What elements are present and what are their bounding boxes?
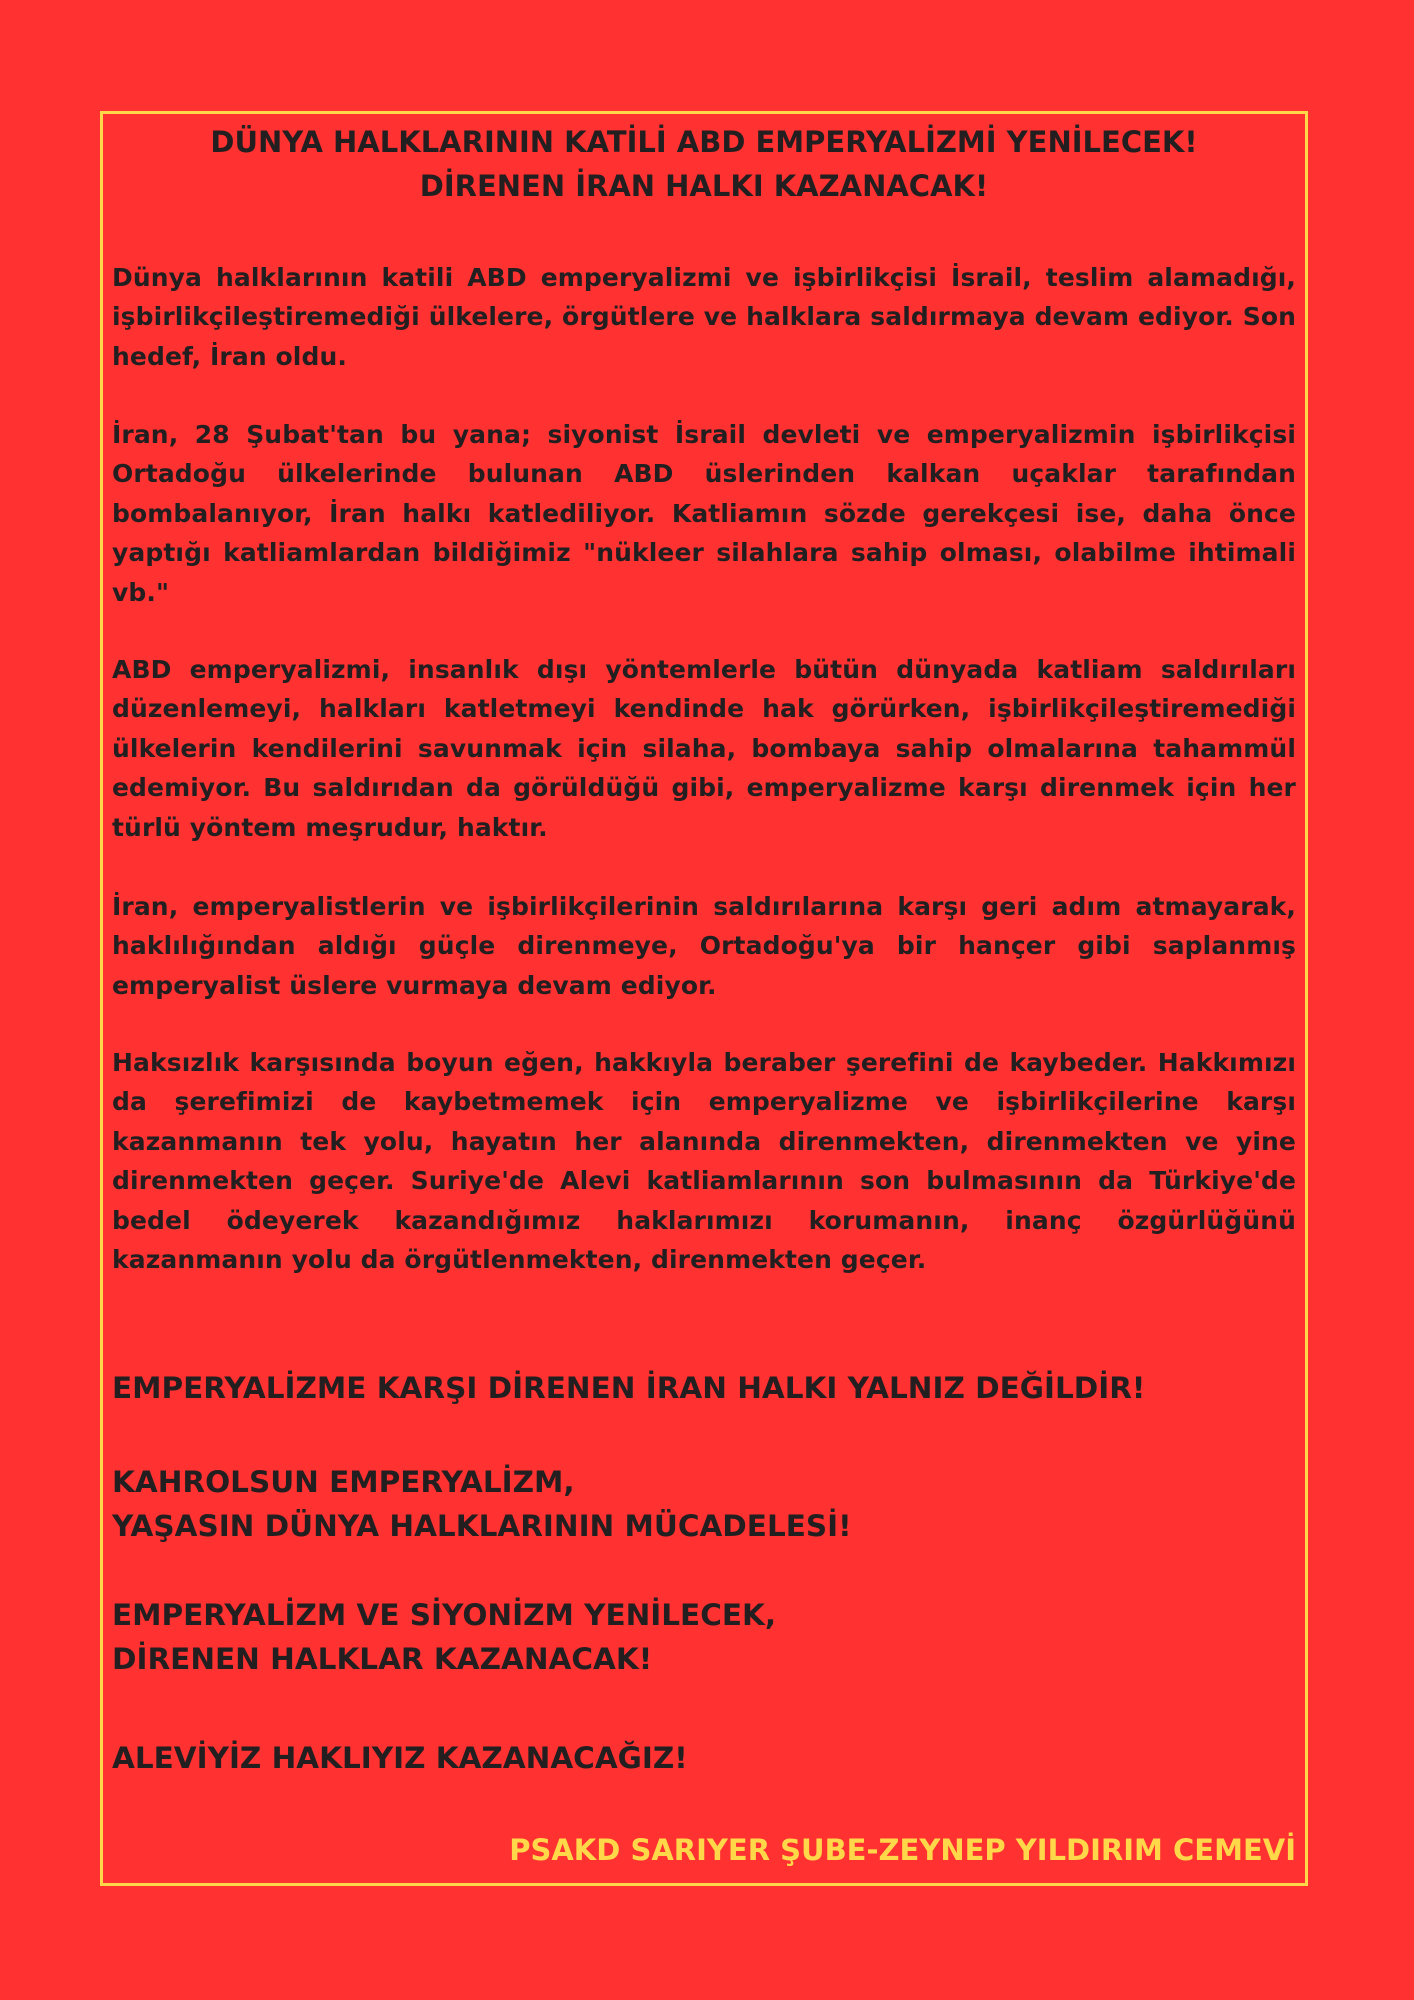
- slogan-3-line-1: EMPERYALİZM VE SİYONİZM YENİLECEK,: [112, 1598, 777, 1632]
- slogan-1: [112, 1366, 1312, 1410]
- slogan-2: [112, 1460, 1312, 1548]
- slogan-2-line-1: KAHROLSUN EMPERYALİZM,: [112, 1465, 575, 1499]
- paragraph-1: Dünya halklarının katili ABD emperyalizmi ve işbirlikçisi İsrail, teslim alamadığı, işbirlikçileştiremediği ülkelere, örgütlere ve halklara saldırmaya devam ediyor. Son hedef, İran oldu.: [112, 263, 1296, 371]
- slogan-2-line-2: YAŞASIN DÜNYA HALKLARININ MÜCADELESİ!: [112, 1509, 852, 1543]
- slogan-4-line-1: ALEVİYİZ HAKLIYIZ KAZANACAĞIZ!: [112, 1741, 688, 1775]
- slogan-1-line-1: EMPERYALİZME KARŞI DİRENEN İRAN HALKI YALNIZ DEĞİLDİR!: [112, 1371, 1146, 1405]
- paragraph-4: İran, emperyalistlerin ve işbirlikçilerinin saldırılarına karşı geri adım atmayarak, haklılığından aldığı güçle direnmeye, Ortadoğu'ya bir hançer gibi saplanmış emperyalist üslere vurmaya devam ediyor.: [112, 892, 1296, 1000]
- title-line-1: DÜNYA HALKLARININ KATİLİ ABD EMPERYALİZMİ YENİLECEK!: [210, 125, 1198, 159]
- signature: PSAKD SARIYER ŞUBE-ZEYNEP YILDIRIM CEMEVİ: [509, 1833, 1296, 1867]
- title-line-2: DİRENEN İRAN HALKI KAZANACAK!: [419, 169, 989, 203]
- slogan-4: [112, 1736, 1312, 1780]
- slogan-3-line-2: DİRENEN HALKLAR KAZANACAK!: [112, 1642, 653, 1676]
- page-title: [112, 120, 1296, 208]
- slogan-3: [112, 1593, 1312, 1681]
- paragraph-5: Haksızlık karşısında boyun eğen, hakkıyla beraber şerefini de kaybeder. Hakkımızı da şerefimizi de kaybetmemek için emperyalizme ve işbirlikçilerine karşı kazanmanın tek yolu, hayatın her alanında direnmekten, direnmekten ve yine direnmekten geçer. Suriye'de Alevi katliamlarının son bulmasının da Türkiye'de bedel ödeyerek kazandığımız haklarımızı korumanın, inanç özgürlüğünü kazanmanın yolu da örgütlenmekten, direnmekten geçer.: [112, 1048, 1296, 1275]
- paragraph-3: ABD emperyalizmi, insanlık dışı yöntemlerle bütün dünyada katliam saldırıları düzenlemeyi, halkları katletmeyi kendinde hak görürken, işbirlikçileştiremediği ülkelerin kendilerini savunmak için silaha, bombaya sahip olmalarına tahammül edemiyor. Bu saldırıdan da görüldüğü gibi, emperyalizme karşı direnmek için her türlü yöntem meşrudur, haktır.: [112, 655, 1296, 842]
- paragraph-2: İran, 28 Şubat'tan bu yana; siyonist İsrail devleti ve emperyalizmin işbirlikçisi Ortadoğu ülkelerinde bulunan ABD üslerinden kalkan uçaklar tarafından bombalanıyor, İran halkı katlediliyor. Katliamın sözde gerekçesi ise, daha önce yaptığı katliamlardan bildiğimiz "nükleer silahlara sahip olması, olabilme ihtimali vb.": [112, 420, 1296, 607]
